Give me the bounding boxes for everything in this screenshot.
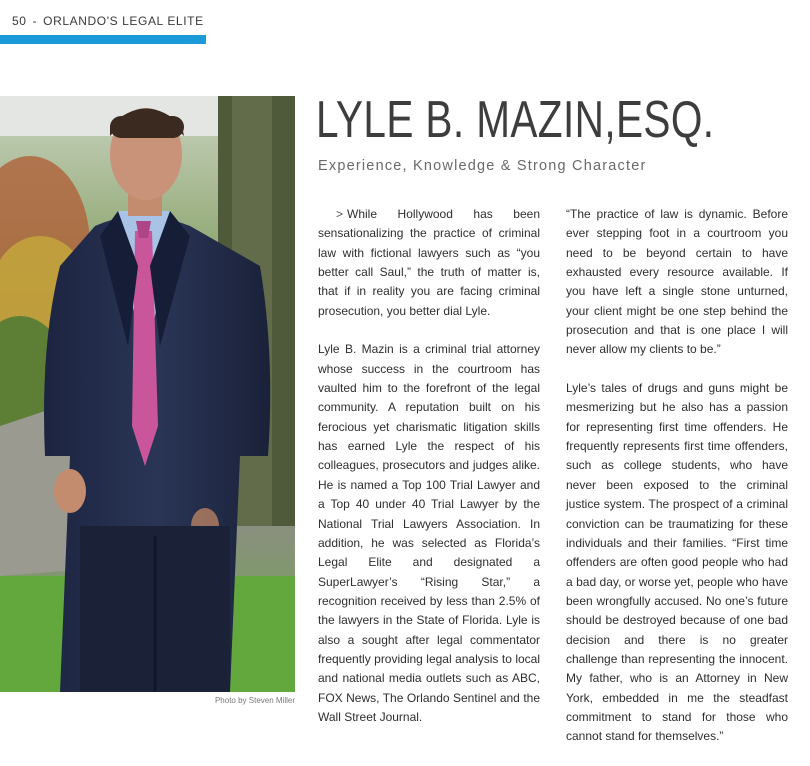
portrait-illustration [0,96,295,692]
paragraph-text: While Hollywood has been sensationalizing the practice of criminal law with fictional lawyers such as “you better call Saul,” the truth of matter is, that if in reality you are facing criminal prosecution, you better dial Lyle. [318,207,540,318]
running-header [12,14,204,28]
lead-marker: > [336,207,344,221]
portrait-photo [0,96,295,692]
article-title: LYLE B. MAZIN,ESQ. [316,91,715,149]
article-paragraph: Lyle’s tales of drugs and guns might be mesmerizing but he also has a passion for representing first time offenders. He frequently represents first time offenders, such as college students, who have never been exposed to the criminal justice system. The prospect of a criminal conviction can be traumatizing for these individuals and their families. “First time offenders are often good people who had a bad day, or worse yet, people who have been wrongfully accused. No one’s future should be destroyed because of one bad decision and there is no greater challenge than representing the innocent. My father, who is an Attorney in New York, embedded in me the steadfast commitment to stand for those who cannot stand for themselves.” [566,381,788,744]
article-subtitle: Experience, Knowledge & Strong Character [318,158,647,174]
header-separator: - [32,14,38,28]
photo-credit: Photo by Steven Miller [214,696,295,705]
publication-name: ORLANDO'S LEGAL ELITE [43,14,204,28]
header-accent-bar [0,35,206,44]
article-column-right [566,205,788,766]
article-column-left [318,205,540,747]
article-paragraph: Lyle B. Mazin is a criminal trial attorney whose success in the courtroom has vaulted him to the forefront of the legal community. A reputation built on his ferocious yet charismatic litigation skills has earned Lyle the respect of his colleagues, prosecutors and judges alike. He is named a Top 100 Trial Lawyer and a Top 40 under 40 Trial Lawyer by the National Trial Lawyers Association. In addition, he was selected as Florida’s Legal Elite and designated a SuperLawyer’s “Rising Star,” a recognition received by less than 2.5% of the lawyers in the State of Florida. Lyle is also a sought after legal commentator frequently providing legal analysis to local and national media outlets such as ABC, FOX News, The Orlando Sentinel and the Wall Street Journal. [318,342,540,724]
article-paragraph [318,205,540,321]
page-number: 50 [12,14,27,28]
page-header [0,0,810,34]
article-paragraph: “The practice of law is dynamic. Before ever stepping foot in a courtroom you need to be beyond certain to have exhausted every resource available. If you have left a single stone unturned, your client might be one step behind the prosecution and that is one place I will never allow my clients to be.” [566,207,788,357]
